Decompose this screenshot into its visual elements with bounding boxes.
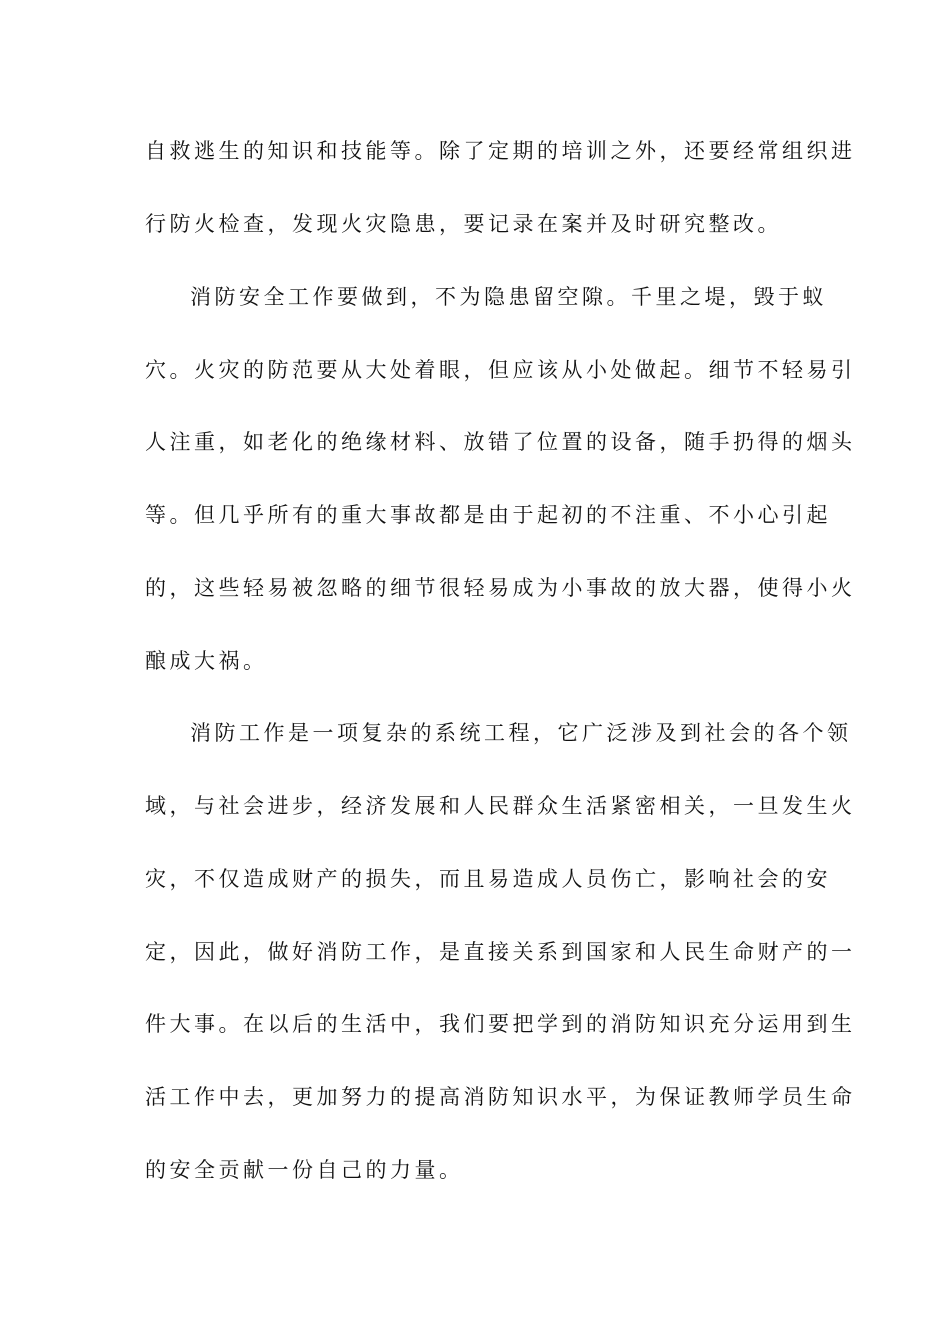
text-line: 件大事。在以后的生活中，我们要把学到的消防知识充分运用到生	[145, 1012, 856, 1036]
paragraph-first-line: 消防工作是一项复杂的系统工程，它广泛涉及到社会的各个领	[190, 721, 852, 745]
text-line: 自救逃生的知识和技能等。除了定期的培训之外，还要经常组织进	[145, 139, 856, 163]
paragraph-first-line: 消防安全工作要做到，不为隐患留空隙。千里之堤，毁于蚁	[190, 285, 827, 309]
text-line: 行防火检查，发现火灾隐患，要记录在案并及时研究整改。	[145, 212, 782, 236]
text-line: 人注重，如老化的绝缘材料、放错了位置的设备，随手扔得的烟头	[145, 430, 856, 454]
text-line: 域，与社会进步，经济发展和人民群众生活紧密相关，一旦发生火	[145, 794, 856, 818]
text-line: 穴。火灾的防范要从大处着眼，但应该从小处做起。细节不轻易引	[145, 358, 856, 382]
text-line: 的安全贡献一份自己的力量。	[145, 1158, 464, 1182]
text-line: 的，这些轻易被忽略的细节很轻易成为小事故的放大器，使得小火	[145, 576, 856, 600]
text-line: 定，因此，做好消防工作，是直接关系到国家和人民生命财产的一	[145, 940, 856, 964]
text-line: 等。但几乎所有的重大事故都是由于起初的不注重、不小心引起	[145, 503, 831, 527]
text-line: 活工作中去，更加努力的提高消防知识水平，为保证教师学员生命	[145, 1085, 856, 1109]
text-line: 酿成大祸。	[145, 649, 268, 673]
text-line: 灾，不仅造成财产的损失，而且易造成人员伤亡，影响社会的安	[145, 867, 831, 891]
